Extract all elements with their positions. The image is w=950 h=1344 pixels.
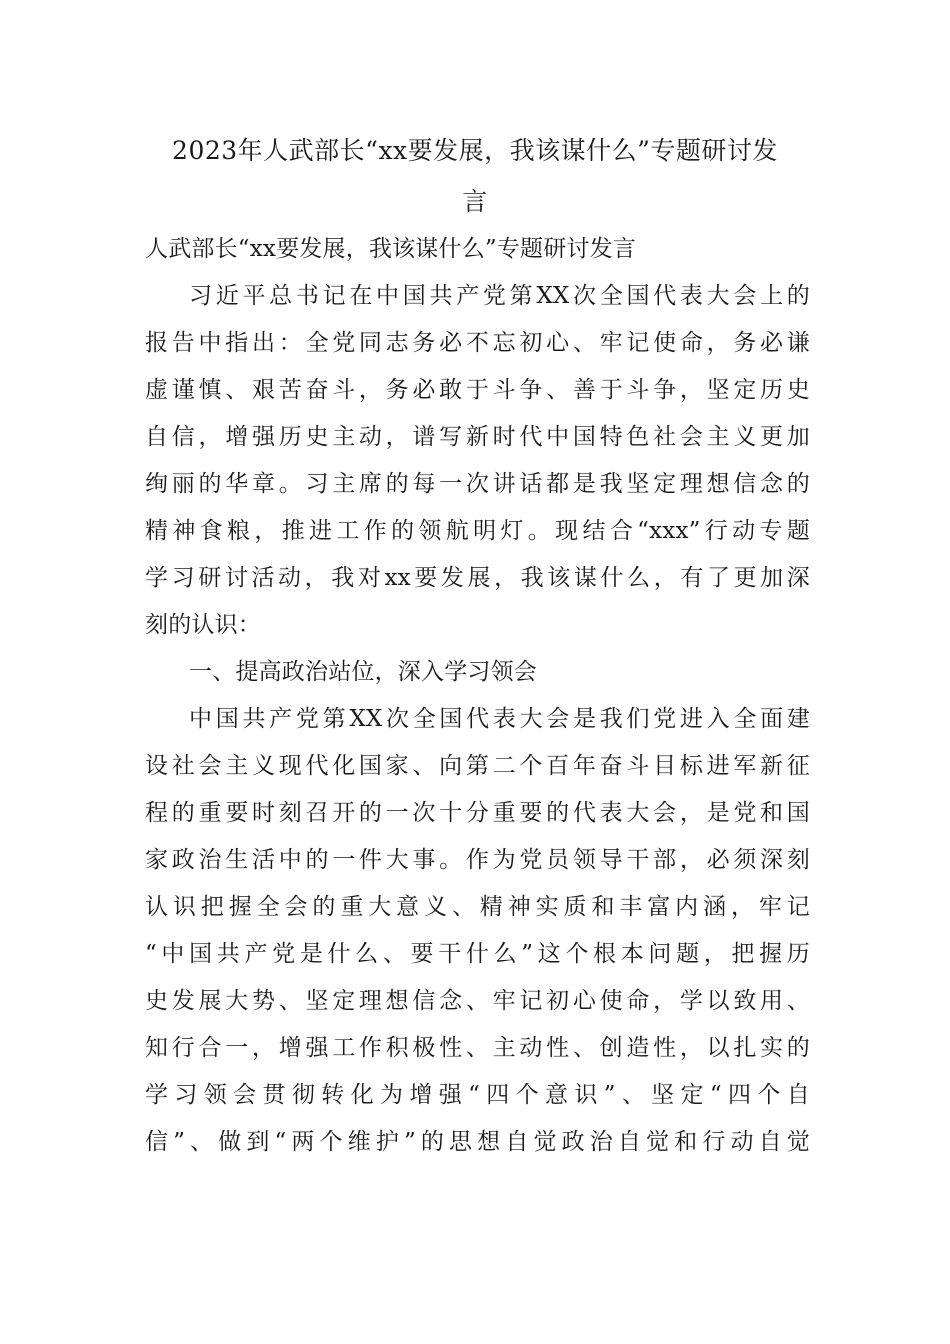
paragraph-line: 报告中指出：全党同志务必不忘初心、牢记使命，务必谦	[145, 330, 810, 356]
document-title-line-1: 2023年人武部长“xx要发展，我该谋什么”专题研讨发	[172, 136, 778, 165]
document-title-line-2: 言	[462, 187, 488, 216]
paragraph-line: 自信，增强历史主动，谱写新时代中国特色社会主义更加	[145, 424, 810, 450]
paragraph-line: 程的重要时刻召开的一次十分重要的代表大会，是党和国	[145, 800, 810, 826]
document-subtitle: 人武部长“xx要发展，我该谋什么”专题研讨发言	[145, 236, 637, 262]
paragraph-line: 中国共产党第XX次全国代表大会是我们党进入全面建	[189, 706, 810, 732]
paragraph-line: 习近平总书记在中国共产党第XX次全国代表大会上的	[189, 283, 810, 309]
paragraph-line: 绚丽的华章。习主席的每一次讲话都是我坚定理想信念的	[145, 471, 810, 497]
paragraph-line: 认识把握全会的重大意义、精神实质和丰富内涵，牢记	[145, 894, 810, 920]
paragraph-line: 家政治生活中的一件大事。作为党员领导干部，必须深刻	[145, 847, 810, 873]
paragraph-line: 学习研讨活动，我对xx要发展，我该谋什么，有了更加深	[145, 565, 810, 591]
paragraph-line: 精神食粮，推进工作的领航明灯。现结合“xxx”行动专题	[145, 518, 810, 544]
paragraph-line: 虚谨慎、艰苦奋斗，务必敢于斗争、善于斗争，坚定历史	[145, 377, 810, 403]
paragraph-line: 信”、做到“两个维护”的思想自觉政治自觉和行动自觉	[145, 1129, 810, 1155]
section-heading: 一、提高政治站位，深入学习领会	[189, 659, 537, 685]
document-body	[145, 226, 810, 1166]
paragraph-line: 知行合一，增强工作积极性、主动性、创造性，以扎实的	[145, 1035, 810, 1061]
paragraph-line: 设社会主义现代化国家、向第二个百年奋斗目标进军新征	[145, 753, 810, 779]
paragraph-line: 刻的认识：	[145, 612, 261, 638]
paragraph-line: “中国共产党是什么、要干什么”这个根本问题，把握历	[145, 941, 810, 967]
paragraph-line: 史发展大势、坚定理想信念、牢记初心使命，学以致用、	[145, 988, 810, 1014]
paragraph-line: 学习领会贯彻转化为增强“四个意识”、坚定“四个自	[145, 1082, 810, 1108]
